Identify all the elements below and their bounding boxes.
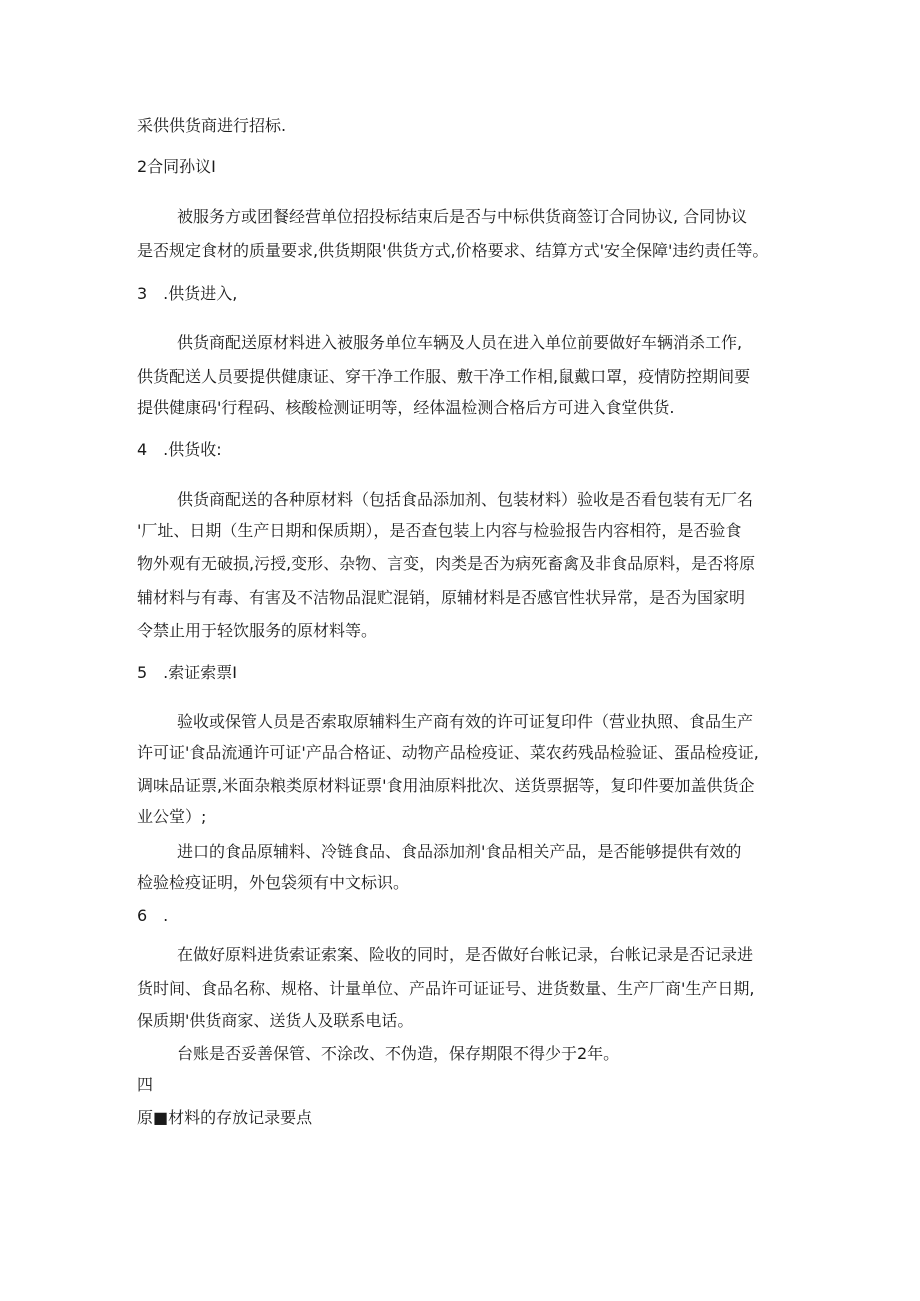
section-number: 四 [137, 1075, 154, 1094]
paragraph-line: 辅材料与有毒、有害及不洁物品混贮混销，原辅材料是否感官性状异常，是否为国家明 [137, 588, 746, 607]
paragraph-line: 供货商配送的各种原材料（包括食品添加剂、包装材料）验收是否看包装有无厂名 [177, 490, 754, 509]
paragraph-line: 供货配送人员要提供健康证、穿干净工作服、敷干净工作相,鼠戴口罩，疫情防控期间要 [137, 367, 751, 386]
section-heading-6: 6 . [137, 906, 169, 925]
paragraph-line: 台账是否妥善保管、不涂改、不伪造，保存期限不得少于2年。 [177, 1044, 620, 1063]
paragraph-line: 货时间、食品名称、规格、计量单位、产品许可证证号、进货数量、生产厂商'生产日期, [137, 979, 755, 998]
paragraph-line: 检验检疫证明，外包袋须有中文标识。 [137, 873, 410, 892]
paragraph-line: 在做好原料进货索证索案、险收的同时，是否做好台帐记录，台帐记录是否记录进 [177, 945, 754, 964]
paragraph-line: 被服务方或团餐经营单位招投标结束后是否与中标供货商签订合同协议, 合同协议 [177, 207, 748, 226]
paragraph-line: 提供健康码'行程码、核酸检测证明等，经体温检测合格后方可进入食堂供货. [137, 398, 675, 417]
paragraph-line: 采供供货商进行招标. [137, 116, 287, 135]
paragraph-line: 调味品证票,米面杂粮类原材料证票'食用油原料批次、送货票据等，复印件要加盖供货企 [137, 776, 755, 795]
section-heading-4: 4 .供货收: [137, 440, 222, 459]
section-heading-3: 3 .供货进入, [137, 284, 238, 303]
paragraph-line: '厂址、日期（生产日期和保质期），是否查包装上内容与检验报告内容相符，是否验食 [137, 521, 742, 540]
paragraph-line: 物外观有无破损,污授,变形、杂物、言变，肉类是否为病死畜禽及非食品原料，是否将原 [137, 554, 756, 573]
section-title: 原■材料的存放记录要点 [137, 1108, 313, 1127]
section-heading-5: 5 .索证索票I [137, 663, 237, 682]
paragraph-line: 令禁止用于轻饮服务的原材料等。 [137, 621, 378, 640]
paragraph-line: 进口的食品原辅料、冷链食品、食品添加剂'食品相关产品，是否能够提供有效的 [177, 842, 742, 861]
paragraph-line: 是否规定食材的质量要求,供货期限'供货方式,价格要求、结算方式'安全保障'违约责任等。 [137, 241, 769, 260]
section-heading-2: 2合同孙议I [137, 157, 216, 176]
paragraph-line: 供货商配送原材料进入被服务单位车辆及人员在进入单位前要做好车辆消杀工作, [177, 333, 743, 352]
paragraph-line: 许可证'食品流通许可证'产品合格证、动物产品检疫证、菜农药残品检验证、蛋品检疫证, [137, 743, 759, 762]
paragraph-line: 业公堂）; [137, 807, 207, 826]
paragraph-line: 保质期'供货商家、送货人及联系电话。 [137, 1011, 414, 1030]
paragraph-line: 验收或保管人员是否索取原辅料生产商有效的许可证复印件（营业执照、食品生产 [177, 712, 754, 731]
